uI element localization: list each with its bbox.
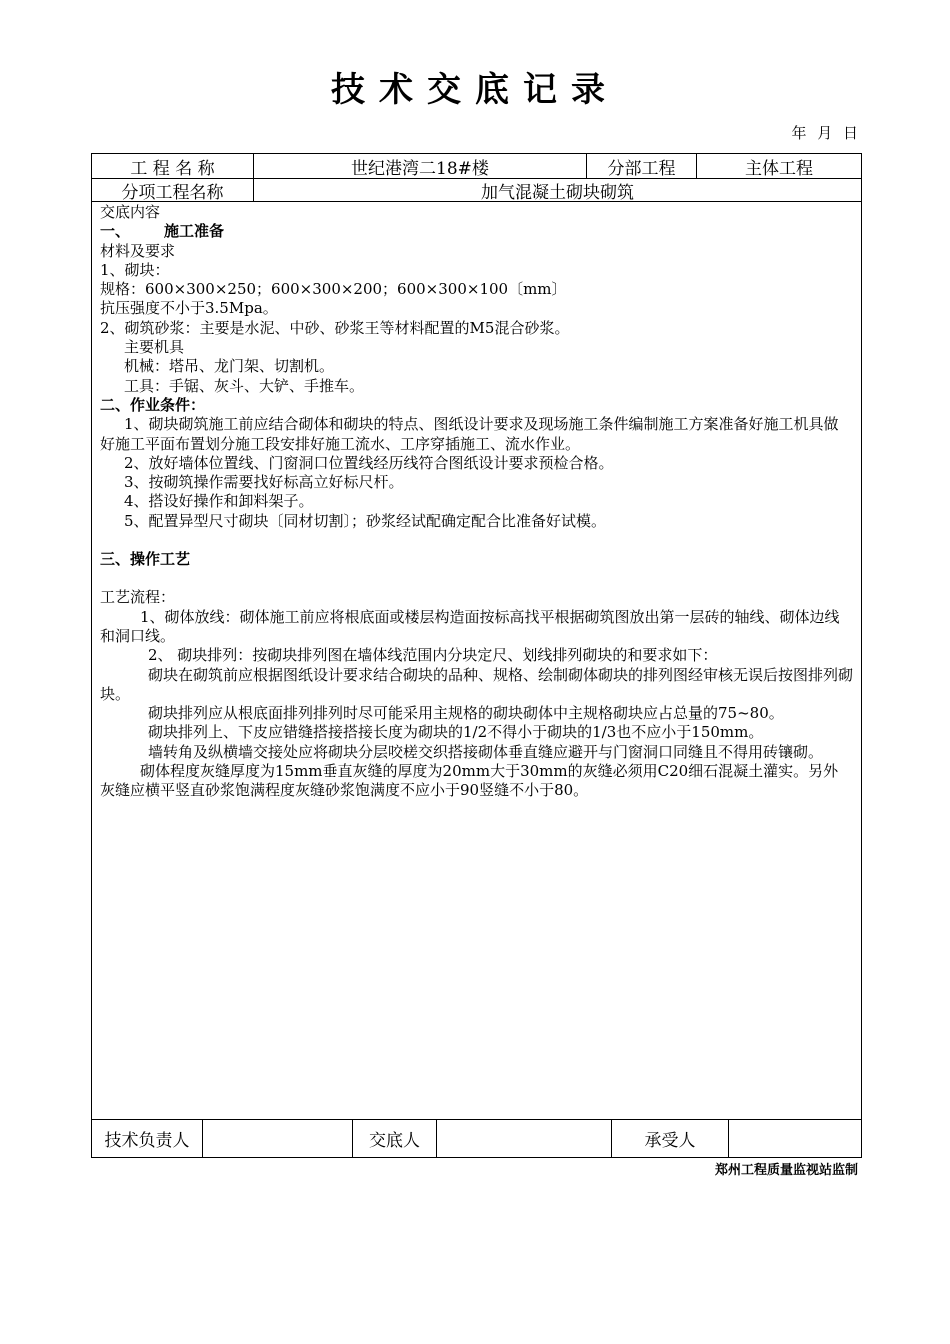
header-row-1 [92,154,861,179]
disclosure-content [92,202,861,1120]
content-paragraph: 砌块排列上、下皮应错缝搭接搭接长度为砌块的1/2不得小于砌块的1/3也不应小于150mm。 [148,723,764,742]
issuer-footer: 郑州工程质量监视站监制 [714,1163,858,1178]
content-line: 机械：塔吊、龙门架、切割机。 [124,357,335,376]
content-paragraph: 2、 砌块排列：按砌块排列图在墙体线范围内分块定尺、划线排列砌块的和要求如下： [148,646,718,665]
section-2-title: 二、作业条件： [100,395,206,414]
receiver-label: 承受人 [611,1120,728,1157]
record-table [91,153,862,1158]
subitem-label: 分项工程名称 [121,182,224,203]
content-line: 材料及要求 [100,241,176,260]
content-paragraph: 砌体程度灰缝厚度为15mm垂直灰缝的厚度为20mm大于30mm的灰缝必须用C20细石混凝土灌实。另外灰缝应横平竖直砂浆饱满程度灰缝砂浆饱满度不应小于90竖缝不小于80。 [100,762,839,800]
content-paragraph: 1、砌体放线：砌体施工前应将根底面或楼层构造面按标高找平根据砌筑图放出第一层砖的轴线、砌体边线和洞口线。 [100,607,840,645]
content-line: 2、砌筑砂浆：主要是水泥、中砂、砂浆王等材料配置的M5混合砂浆。 [100,318,570,337]
section-3-title: 三、操作工艺 [100,550,191,569]
content-paragraph: 4、搭设好操作和卸料架子。 [124,492,314,511]
section-1-title: 施工准备 [164,222,225,241]
tech-lead-label: 技术负责人 [104,1131,190,1151]
tech-lead-field[interactable] [202,1120,352,1157]
division-label: 分部工程 [586,154,696,178]
content-paragraph: 5、配置异型尺寸砌块〔同材切割〕；砂浆经试配确定配合比准备好试模。 [124,511,607,530]
content-paragraph: 砌块在砌筑前应根据图纸设计要求结合砌块的品种、规格、绘制砌体砌块的排列图经审核无误后按图排列砌块。 [100,665,854,703]
content-line: 规格：600×300×250；600×300×200；600×300×100〔mm〕 [100,280,567,299]
content-line: 工具：手锯、灰斗、大铲、手推车。 [124,376,365,395]
discloser-field[interactable] [436,1120,611,1157]
receiver-field[interactable] [728,1120,861,1157]
project-name: 世纪港湾二18#楼 [253,154,586,178]
signature-row [92,1120,861,1157]
section-1-heading [100,222,853,241]
date-label: 年 月 日 [791,124,858,142]
header-row-2 [92,179,861,202]
section-1-number: 一、 [100,222,131,241]
content-paragraph: 2、放好墙体位置线、门窗洞口位置线经历线符合图纸设计要求预检合格。 [124,453,614,472]
project-name-label: 工 程 名 称 [130,158,215,179]
content-line: 1、砌块： [100,260,170,279]
flow-label: 工艺流程： [100,588,176,607]
content-paragraph: 墙转角及纵横墙交接处应将砌块分层咬槎交织搭接砌体垂直缝应避开与门窗洞口同缝且不得用砖镶砌。 [148,742,824,761]
subitem-value: 加气混凝土砌块砌筑 [253,179,861,201]
content-line: 抗压强度不小于3.5Mpa。 [100,299,278,318]
content-label: 交底内容 [100,203,161,221]
discloser-label: 交底人 [352,1120,436,1157]
content-line: 主要机具 [124,338,185,357]
content-paragraph: 1、砌块砌筑施工前应结合砌体和砌块的特点、图纸设计要求及现场施工条件编制施工方案准备好施工机具做好施工平面布置划分施工段安排好施工流水、工序穿插施工、流水作业。 [100,415,839,453]
division-value: 主体工程 [696,154,861,178]
page-title: 技术交底记录 [331,70,619,110]
content-paragraph: 3、按砌筑操作需要找好标高立好标尺杆。 [124,473,404,492]
content-paragraph: 砌块排列应从根底面排列排列时尽可能采用主规格的砌块砌体中主规格砌块应占总量的75~80。 [148,704,784,723]
